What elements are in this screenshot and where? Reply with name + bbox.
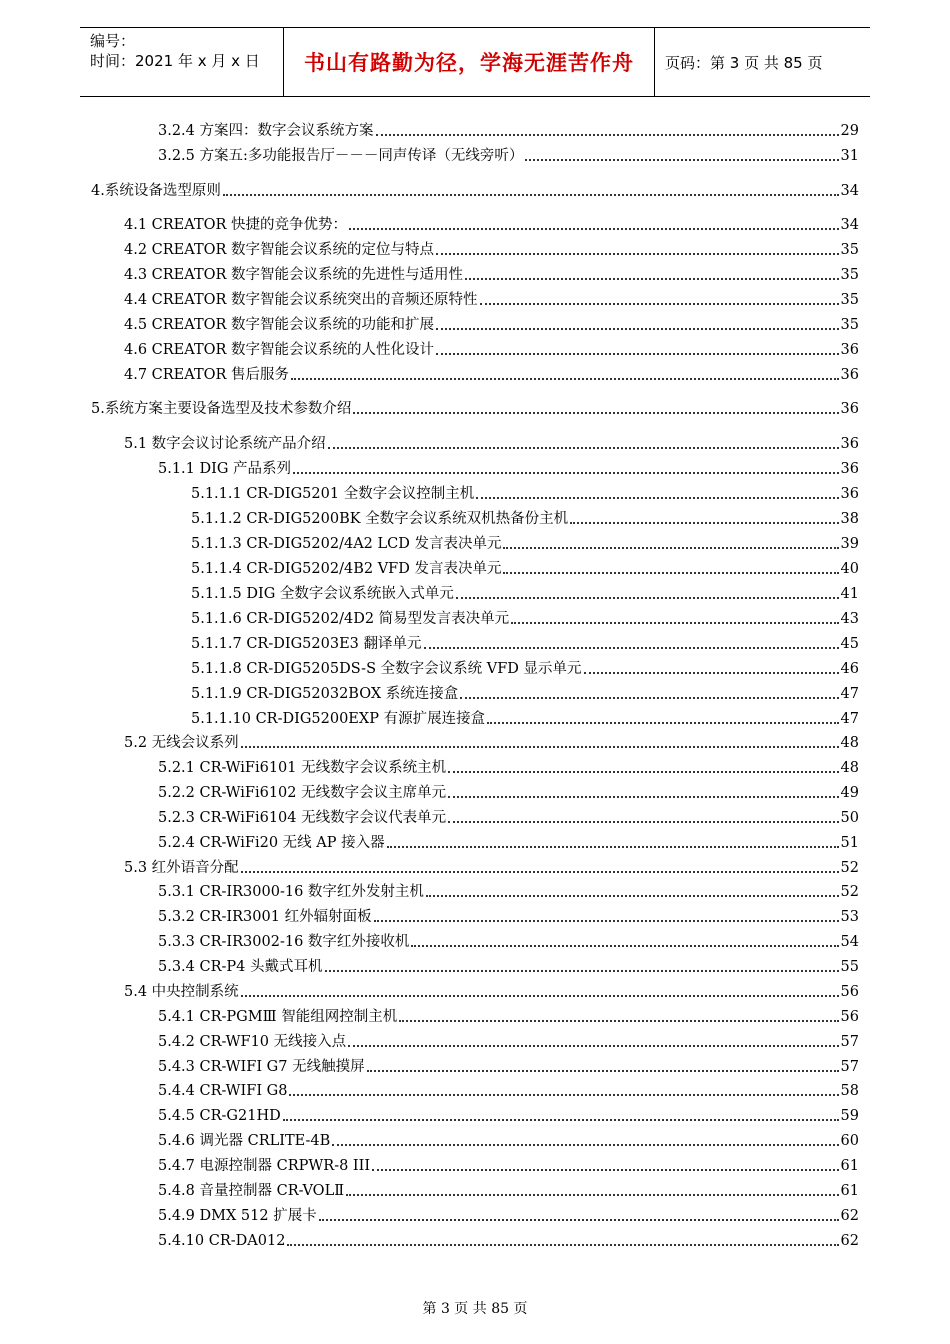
toc-entry[interactable] bbox=[191, 681, 859, 703]
toc-leader bbox=[387, 846, 839, 848]
toc-leader bbox=[426, 895, 839, 897]
toc-entry-title: 3.2.5 方案五:多功能报告厅－－－同声传译（无线旁听） bbox=[158, 148, 524, 164]
toc-entry[interactable] bbox=[124, 337, 859, 359]
toc-entry-title: 5.4.6 调光器 CRLITE-4B bbox=[158, 1133, 331, 1149]
toc-entry[interactable] bbox=[158, 780, 859, 802]
toc-entry[interactable] bbox=[158, 1128, 859, 1150]
toc-leader bbox=[436, 328, 839, 330]
toc-entry-page: 61 bbox=[840, 1183, 859, 1199]
toc-entry-page: 35 bbox=[840, 242, 859, 258]
toc-entry[interactable] bbox=[191, 706, 859, 728]
toc-entry-page: 35 bbox=[840, 267, 859, 283]
toc-entry-title: 5.3.4 CR-P4 头戴式耳机 bbox=[158, 959, 323, 975]
toc-leader bbox=[570, 522, 838, 524]
toc-leader bbox=[424, 647, 839, 649]
toc-entry-page: 31 bbox=[840, 148, 859, 164]
toc-entry[interactable] bbox=[158, 954, 859, 976]
toc-leader bbox=[291, 378, 839, 380]
toc-entry-page: 46 bbox=[840, 661, 859, 677]
toc-entry-page: 61 bbox=[840, 1158, 859, 1174]
toc-leader bbox=[460, 697, 838, 699]
toc-entry-page: 36 bbox=[840, 367, 859, 383]
toc-leader bbox=[348, 1045, 838, 1047]
toc-entry[interactable] bbox=[158, 1078, 859, 1100]
toc-entry-page: 40 bbox=[840, 561, 859, 577]
toc-entry-page: 47 bbox=[840, 686, 859, 702]
toc-entry-title: 5.3.1 CR-IR3000-16 数字红外发射主机 bbox=[158, 884, 424, 900]
toc-entry[interactable] bbox=[158, 830, 859, 852]
toc-leader bbox=[372, 1169, 838, 1171]
toc-leader bbox=[376, 134, 839, 136]
motto-text: 书山有路勤为径，学海无涯苦作舟 bbox=[304, 51, 634, 75]
toc-entry-page: 36 bbox=[840, 401, 859, 417]
toc-entry-page: 54 bbox=[840, 934, 859, 950]
toc-entry-title: 4.7 CREATOR 售后服务 bbox=[124, 367, 290, 383]
toc-entry-page: 36 bbox=[840, 486, 859, 502]
toc-entry[interactable] bbox=[158, 143, 859, 165]
toc-entry-page: 57 bbox=[840, 1034, 859, 1050]
header-motto bbox=[284, 28, 655, 96]
toc-entry-title: 4.4 CREATOR 数字智能会议系统突出的音频还原特性 bbox=[124, 292, 478, 308]
toc-leader bbox=[525, 159, 838, 161]
toc-entry-title: 4.6 CREATOR 数字智能会议系统的人性化设计 bbox=[124, 342, 435, 358]
toc-entry-page: 60 bbox=[840, 1133, 859, 1149]
toc-entry[interactable] bbox=[191, 631, 859, 653]
toc-entry[interactable] bbox=[158, 1004, 859, 1026]
toc-entry-title: 5.1.1.10 CR-DIG5200EXP 有源扩展连接盒 bbox=[191, 711, 486, 727]
toc-leader bbox=[223, 194, 839, 196]
toc-entry[interactable] bbox=[124, 262, 859, 284]
toc-entry-page: 57 bbox=[840, 1059, 859, 1075]
toc-entry[interactable] bbox=[158, 929, 859, 951]
toc-entry[interactable] bbox=[191, 581, 859, 603]
toc-entry-title: 5.4.3 CR-WIFI G7 无线触摸屏 bbox=[158, 1059, 365, 1075]
toc-entry-page: 48 bbox=[840, 735, 859, 751]
toc-entry-title: 4.3 CREATOR 数字智能会议系统的先进性与适用性 bbox=[124, 267, 464, 283]
toc-entry[interactable] bbox=[158, 805, 859, 827]
toc-entry-title: 5.4.4 CR-WIFI G8 bbox=[158, 1083, 288, 1099]
toc-leader bbox=[480, 303, 839, 305]
toc-leader bbox=[353, 412, 838, 414]
toc-entry-page: 55 bbox=[840, 959, 859, 975]
toc-leader bbox=[283, 1119, 839, 1121]
toc-entry-title: 5.2.4 CR-WiFi20 无线 AP 接入器 bbox=[158, 835, 385, 851]
toc-entry[interactable] bbox=[91, 178, 859, 200]
toc-entry[interactable] bbox=[158, 118, 859, 140]
toc-entry-title: 5.4.9 DMX 512 扩展卡 bbox=[158, 1208, 317, 1224]
toc-entry-page: 35 bbox=[840, 317, 859, 333]
toc-entry-title: 5.3 红外语音分配 bbox=[124, 860, 239, 876]
toc-entry-title: 5.2.2 CR-WiFi6102 无线数字会议主席单元 bbox=[158, 785, 447, 801]
toc-leader bbox=[289, 1094, 838, 1096]
toc-entry[interactable] bbox=[124, 855, 859, 877]
toc-entry-page: 49 bbox=[840, 785, 859, 801]
toc-entry-page: 36 bbox=[840, 461, 859, 477]
toc-entry-title: 5.1.1.4 CR-DIG5202/4B2 VFD 发言表决单元 bbox=[191, 561, 502, 577]
toc-entry-page: 62 bbox=[840, 1208, 859, 1224]
toc-entry-title: 5.1.1.9 CR-DIG52032BOX 系统连接盒 bbox=[191, 686, 459, 702]
toc-entry[interactable] bbox=[158, 1054, 859, 1076]
toc-entry-title: 5.1.1.1 CR-DIG5201 全数字会议控制主机 bbox=[191, 486, 475, 502]
toc-leader bbox=[349, 228, 839, 230]
toc-entry[interactable] bbox=[124, 212, 859, 234]
toc-entry-title: 5.4.1 CR-PGMⅢ 智能组网控制主机 bbox=[158, 1009, 398, 1025]
toc-entry[interactable] bbox=[124, 730, 859, 752]
toc-leader bbox=[293, 472, 838, 474]
toc-entry-title: 5.4.2 CR-WF10 无线接入点 bbox=[158, 1034, 347, 1050]
toc-entry-title: 5.4 中央控制系统 bbox=[124, 984, 239, 1000]
toc-entry-title: 5.1.1.8 CR-DIG5205DS-S 全数字会议系统 VFD 显示单元 bbox=[191, 661, 582, 677]
header-page-info: 页码：第 3 页 共 85 页 bbox=[665, 53, 823, 72]
toc-entry-page: 47 bbox=[840, 711, 859, 727]
toc-leader bbox=[241, 746, 839, 748]
toc-leader bbox=[319, 1219, 839, 1221]
toc-entry-title: 4.5 CREATOR 数字智能会议系统的功能和扩展 bbox=[124, 317, 435, 333]
toc-entry[interactable] bbox=[158, 879, 859, 901]
toc-entry-page: 52 bbox=[840, 860, 859, 876]
toc-entry-title: 5.1.1.3 CR-DIG5202/4A2 LCD 发言表决单元 bbox=[191, 536, 502, 552]
toc-entry-title: 5.3.3 CR-IR3002-16 数字红外接收机 bbox=[158, 934, 410, 950]
toc-entry-title: 5.1.1.2 CR-DIG5200BK 全数字会议系统双机热备份主机 bbox=[191, 511, 569, 527]
toc-entry[interactable] bbox=[124, 312, 859, 334]
toc-leader bbox=[465, 278, 839, 280]
toc-entry[interactable] bbox=[158, 1203, 859, 1225]
toc-entry[interactable] bbox=[158, 1103, 859, 1125]
toc-leader bbox=[399, 1020, 838, 1022]
toc-leader bbox=[503, 547, 838, 549]
toc-leader bbox=[448, 796, 838, 798]
number-label: 编号： bbox=[90, 32, 136, 50]
toc-leader bbox=[476, 497, 838, 499]
toc-entry[interactable] bbox=[191, 481, 859, 503]
toc-entry-title: 4.1 CREATOR 快捷的竞争优势： bbox=[124, 217, 348, 233]
toc-entry[interactable] bbox=[124, 431, 859, 453]
toc-entry-title: 5.3.2 CR-IR3001 红外辐射面板 bbox=[158, 909, 372, 925]
toc-entry-page: 43 bbox=[840, 611, 859, 627]
toc-entry[interactable] bbox=[124, 979, 859, 1001]
toc-entry-page: 62 bbox=[840, 1233, 859, 1249]
toc-leader bbox=[456, 597, 839, 599]
toc-entry[interactable] bbox=[124, 362, 859, 384]
toc-leader bbox=[487, 722, 838, 724]
toc-entry-page: 29 bbox=[840, 123, 859, 139]
toc-leader bbox=[511, 622, 838, 624]
toc-entry[interactable] bbox=[191, 556, 859, 578]
toc-leader bbox=[367, 1070, 839, 1072]
toc-entry[interactable] bbox=[124, 237, 859, 259]
toc-leader bbox=[241, 871, 839, 873]
toc-entry[interactable] bbox=[158, 755, 859, 777]
toc-leader bbox=[436, 253, 839, 255]
toc-entry-title: 5.4.7 电源控制器 CRPWR-8 III bbox=[158, 1158, 371, 1174]
toc-entry-page: 36 bbox=[840, 342, 859, 358]
header-meta bbox=[80, 28, 284, 96]
toc-entry-title: 5.2 无线会议系列 bbox=[124, 735, 239, 751]
toc-entry-title: 5.1.1 DIG 产品系列 bbox=[158, 461, 292, 477]
toc-leader bbox=[332, 1144, 838, 1146]
toc-entry-page: 52 bbox=[840, 884, 859, 900]
toc-entry[interactable] bbox=[158, 456, 859, 478]
toc-entry[interactable] bbox=[91, 396, 859, 418]
toc-entry-page: 51 bbox=[840, 835, 859, 851]
toc-entry-page: 58 bbox=[840, 1083, 859, 1099]
toc-entry[interactable] bbox=[191, 656, 859, 678]
toc-entry[interactable] bbox=[124, 287, 859, 309]
toc-entry-page: 53 bbox=[840, 909, 859, 925]
toc-entry[interactable] bbox=[158, 1228, 859, 1250]
toc-entry-page: 56 bbox=[840, 984, 859, 1000]
toc-leader bbox=[503, 572, 838, 574]
toc-leader bbox=[436, 353, 839, 355]
toc-entry-title: 4.系统设备选型原则 bbox=[91, 183, 221, 199]
toc-entry-title: 5.1 数字会议讨论系统产品介绍 bbox=[124, 436, 326, 452]
toc-leader bbox=[584, 672, 839, 674]
toc-entry-page: 48 bbox=[840, 760, 859, 776]
toc-entry-title: 3.2.4 方案四：数字会议系统方案 bbox=[158, 123, 374, 139]
toc-entry-title: 5.1.1.5 DIG 全数字会议系统嵌入式单元 bbox=[191, 586, 454, 602]
toc-entry[interactable] bbox=[191, 606, 859, 628]
toc-entry[interactable] bbox=[191, 531, 859, 553]
toc-entry-page: 41 bbox=[840, 586, 859, 602]
toc-entry-title: 5.1.1.6 CR-DIG5202/4D2 简易型发言表决单元 bbox=[191, 611, 510, 627]
toc-entry-title: 5.4.10 CR-DA012 bbox=[158, 1233, 286, 1249]
toc-entry-page: 59 bbox=[840, 1108, 859, 1124]
toc-entry-page: 50 bbox=[840, 810, 859, 826]
toc-entry[interactable] bbox=[158, 904, 859, 926]
toc-entry[interactable] bbox=[158, 1153, 859, 1175]
page-header bbox=[80, 27, 870, 97]
toc-entry[interactable] bbox=[191, 506, 859, 528]
toc-leader bbox=[325, 970, 839, 972]
toc-leader bbox=[328, 447, 839, 449]
toc-leader bbox=[411, 945, 838, 947]
toc-leader bbox=[448, 771, 838, 773]
toc-leader bbox=[346, 1194, 838, 1196]
toc-entry-title: 5.4.8 音量控制器 CR-VOLⅡ bbox=[158, 1183, 345, 1199]
toc-entry-title: 5.系统方案主要设备选型及技术参数介绍 bbox=[91, 401, 352, 417]
toc-leader bbox=[374, 920, 839, 922]
page-footer: 第 3 页 共 85 页 bbox=[422, 1301, 528, 1317]
toc-entry[interactable] bbox=[158, 1029, 859, 1051]
toc-entry[interactable] bbox=[158, 1178, 859, 1200]
toc-entry-title: 5.2.1 CR-WiFi6101 无线数字会议系统主机 bbox=[158, 760, 447, 776]
toc-entry-page: 56 bbox=[840, 1009, 859, 1025]
toc-entry-page: 35 bbox=[840, 292, 859, 308]
toc-leader bbox=[448, 821, 838, 823]
toc-leader bbox=[241, 995, 839, 997]
toc-entry-page: 38 bbox=[840, 511, 859, 527]
toc-entry-page: 39 bbox=[840, 536, 859, 552]
toc-entry-title: 5.4.5 CR-G21HD bbox=[158, 1108, 281, 1124]
toc-entry-page: 34 bbox=[840, 217, 859, 233]
toc-entry-page: 36 bbox=[840, 436, 859, 452]
toc-entry-title: 4.2 CREATOR 数字智能会议系统的定位与特点 bbox=[124, 242, 435, 258]
toc-entry-title: 5.2.3 CR-WiFi6104 无线数字会议代表单元 bbox=[158, 810, 447, 826]
toc-entry-page: 34 bbox=[840, 183, 859, 199]
toc-entry-title: 5.1.1.7 CR-DIG5203E3 翻译单元 bbox=[191, 636, 422, 652]
time-label: 时间：2021 年 x 月 x 日 bbox=[90, 52, 260, 70]
toc-leader bbox=[287, 1244, 838, 1246]
toc-entry-page: 45 bbox=[840, 636, 859, 652]
